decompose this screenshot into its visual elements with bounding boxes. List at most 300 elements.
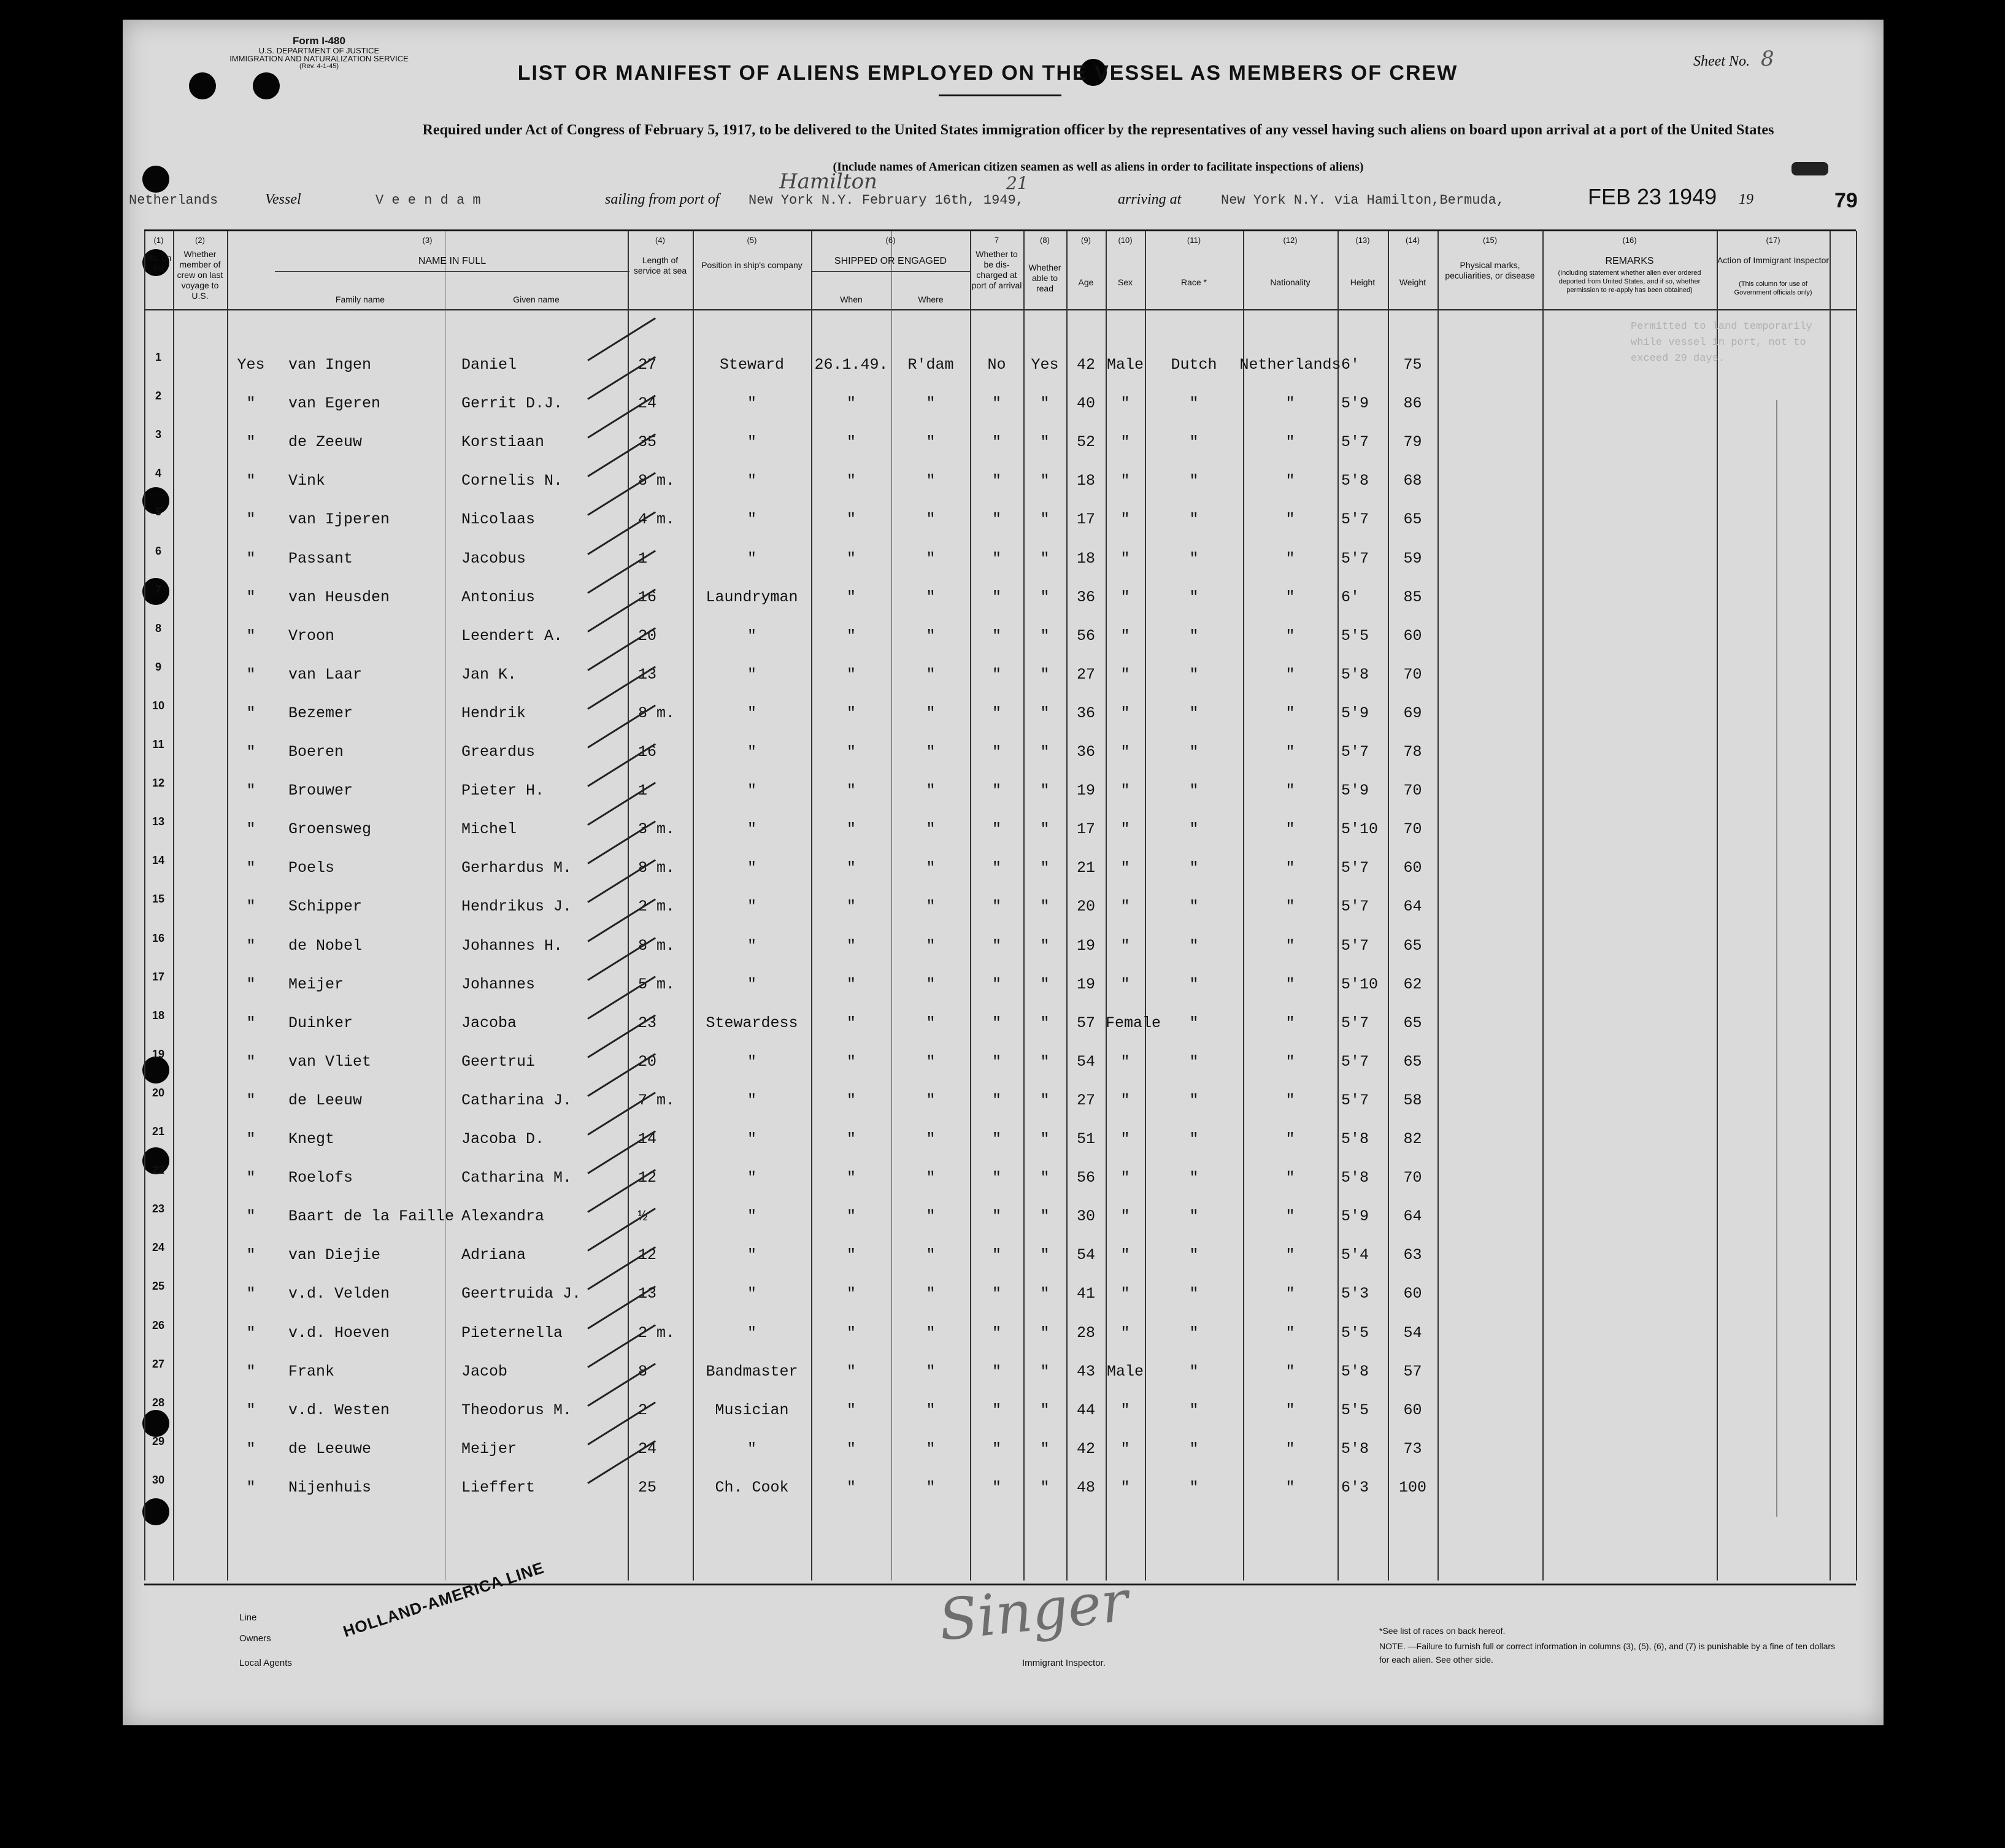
cell-last: Yes [237, 356, 265, 374]
cell-disch: " [991, 1401, 1001, 1419]
cell-weight: 75 [1403, 356, 1422, 374]
cell-read: " [1040, 1323, 1050, 1342]
cell-sex: " [1120, 665, 1130, 683]
cell-nat: " [1285, 1014, 1295, 1032]
cell-position: " [747, 1169, 756, 1187]
cell-position: " [747, 472, 756, 490]
cell-when: " [846, 704, 856, 722]
cell-disch: " [991, 510, 1001, 529]
cell-sex: " [1120, 975, 1130, 993]
remarks-note: Permitted to land temporarily while vessel in port, not to exceed 29 days. [1631, 321, 1812, 364]
inspector-signature: Singer [936, 1568, 1131, 1654]
cell-when: " [846, 433, 856, 452]
cell-nat: " [1285, 665, 1295, 683]
cell-service: 20 [638, 626, 657, 645]
cell-age: 54 [1076, 1246, 1095, 1265]
cell-family: Boeren [288, 743, 344, 761]
cell-read: " [1040, 588, 1050, 606]
cell-position: " [747, 510, 756, 529]
table-header-rule [144, 309, 1856, 310]
cell-service: 20 [638, 1052, 657, 1071]
cell-service: 5 m. [638, 975, 675, 993]
cell-sex: Male [1106, 356, 1144, 374]
cell-position: " [747, 1052, 756, 1071]
agents-label: Local Agents [239, 1658, 292, 1668]
cell-height: 5'9 [1341, 1207, 1369, 1226]
cell-read: " [1040, 782, 1050, 800]
column-number: (5) [747, 236, 757, 245]
column-number: (6) [885, 236, 896, 245]
cell-last: " [246, 1401, 256, 1419]
cell-disch: " [991, 1439, 1001, 1458]
cell-race: " [1189, 1285, 1199, 1303]
cell-position: " [747, 1207, 756, 1226]
column-header-c5: Position in ship's company [701, 260, 802, 270]
cell-service: 8 [638, 1362, 648, 1380]
cell-disch: " [991, 588, 1001, 606]
column-header-c15: Physical marks, peculiarities, or disease [1445, 260, 1535, 280]
cell-weight: 82 [1403, 1130, 1422, 1148]
cell-sex: " [1120, 1130, 1130, 1148]
cell-when: " [846, 1091, 856, 1109]
cell-given: Jan K. [461, 665, 517, 683]
row-number: 13 [152, 815, 165, 828]
column-number: (14) [1405, 236, 1420, 245]
cell-height: 5'7 [1341, 936, 1369, 955]
owners-label: Owners [239, 1633, 271, 1644]
cell-service: 13 [638, 1285, 657, 1303]
column-number: (4) [655, 236, 665, 245]
cell-age: 56 [1076, 1169, 1095, 1187]
cell-when: " [846, 1052, 856, 1071]
column-number: (11) [1187, 236, 1201, 245]
cell-nat: " [1285, 1478, 1295, 1496]
cell-position: " [747, 975, 756, 993]
row-number: 2 [155, 390, 161, 402]
cell-given: Gerhardus M. [461, 859, 572, 877]
cell-family: van Vliet [288, 1052, 372, 1071]
cell-height: 6'3 [1341, 1478, 1369, 1496]
column-header-c17: Action of Immigrant Inspector [1717, 255, 1830, 265]
cell-height: 5'8 [1341, 1169, 1369, 1187]
cell-read: " [1040, 1246, 1050, 1265]
manifest-sheet [123, 20, 1884, 1725]
cell-last: " [246, 820, 256, 839]
cell-where: " [926, 782, 936, 800]
cell-height: 6' [1341, 356, 1360, 374]
cell-position: " [747, 936, 756, 955]
column-number: (3) [422, 236, 433, 245]
cell-race: " [1189, 1052, 1199, 1071]
cell-service: 7 m. [638, 1091, 675, 1109]
cell-service: 4 m. [638, 510, 675, 529]
cell-weight: 60 [1403, 859, 1422, 877]
cell-read: " [1040, 975, 1050, 993]
vessel-stamp-icon [1791, 162, 1828, 175]
cell-nat: " [1285, 1130, 1295, 1148]
page-title: LIST OR MANIFEST OF ALIENS EMPLOYED ON THE VESSEL AS MEMBERS OF CREW [517, 61, 1458, 85]
cell-last: " [246, 433, 256, 452]
column-number: (8) [1040, 236, 1050, 245]
cell-read: " [1040, 704, 1050, 722]
column-number: (2) [195, 236, 205, 245]
cell-where: " [926, 1130, 936, 1148]
cell-position: " [747, 782, 756, 800]
row-number: 23 [152, 1203, 165, 1215]
arriving-info: New York N.Y. via Hamilton,Bermuda, [1221, 193, 1505, 208]
cell-read: " [1040, 1052, 1050, 1071]
cell-when: " [846, 936, 856, 955]
cell-last: " [246, 1362, 256, 1380]
cell-race: " [1189, 936, 1199, 955]
cell-race: " [1189, 1323, 1199, 1342]
cell-service: 14 [638, 1130, 657, 1148]
column-header-c4: Length of service at sea [633, 255, 687, 275]
cell-weight: 85 [1403, 588, 1422, 606]
cell-last: " [246, 549, 256, 568]
cell-where: " [926, 549, 936, 568]
cell-race: " [1189, 975, 1199, 993]
cell-family: Duinker [288, 1014, 353, 1032]
cell-nat: " [1285, 1169, 1295, 1187]
cell-given: Korstiaan [461, 433, 545, 452]
cell-age: 43 [1076, 1362, 1095, 1380]
cell-age: 42 [1076, 356, 1095, 374]
cell-sex: " [1120, 704, 1130, 722]
service-name: IMMIGRATION AND NATURALIZATION SERVICE [229, 54, 409, 64]
cell-when: " [846, 1362, 856, 1380]
cell-family: Poels [288, 859, 335, 877]
cell-when: " [846, 975, 856, 993]
cell-last: " [246, 859, 256, 877]
cell-sex: " [1120, 588, 1130, 606]
column-header-c9: Age [1078, 277, 1094, 287]
cell-where: " [926, 1169, 936, 1187]
cell-service: 27 [638, 356, 657, 374]
cell-disch: " [991, 1091, 1001, 1109]
cell-nat: " [1285, 859, 1295, 877]
cell-when: " [846, 782, 856, 800]
cell-last: " [246, 395, 256, 413]
column-number: (9) [1081, 236, 1091, 245]
cell-height: 5'8 [1341, 472, 1369, 490]
cell-height: 5'7 [1341, 510, 1369, 529]
cell-given: Jacoba D. [461, 1130, 545, 1148]
cell-nat: " [1285, 395, 1295, 413]
cell-weight: 65 [1403, 1014, 1422, 1032]
cell-sex: " [1120, 782, 1130, 800]
cell-disch: " [991, 1014, 1001, 1032]
row-number: 6 [155, 544, 161, 557]
column-header-c7: Whether to be dis-charged at port of arrival [971, 249, 1022, 290]
cell-position: Steward [719, 356, 785, 374]
cell-height: 5'7 [1341, 433, 1369, 452]
cell-when: " [846, 510, 856, 529]
cell-height: 5'7 [1341, 859, 1369, 877]
title-rule [939, 94, 1061, 96]
cell-where: " [926, 704, 936, 722]
cell-disch: " [991, 433, 1001, 452]
sailing-label: sailing from port of [605, 191, 720, 207]
column-number: (13) [1355, 236, 1370, 245]
cell-weight: 79 [1403, 433, 1422, 452]
cell-given: Johannes H. [461, 936, 563, 955]
cell-height: 5'9 [1341, 704, 1369, 722]
cell-weight: 86 [1403, 395, 1422, 413]
cell-sex: " [1120, 626, 1130, 645]
cell-weight: 78 [1403, 743, 1422, 761]
cell-nat: " [1285, 782, 1295, 800]
cell-race: " [1189, 782, 1199, 800]
cell-service: 3 m. [638, 820, 675, 839]
cell-when: " [846, 1169, 856, 1187]
cell-given: Gerrit D.J. [461, 395, 563, 413]
cell-given: Greardus [461, 743, 536, 761]
cell-height: 5'10 [1341, 975, 1379, 993]
cell-read: " [1040, 859, 1050, 877]
date-stamp: FEB 23 1949 [1588, 184, 1717, 209]
cell-family: Roelofs [288, 1169, 353, 1187]
cell-height: 5'9 [1341, 782, 1369, 800]
cell-disch: " [991, 820, 1001, 839]
cell-given: Geertrui [461, 1052, 536, 1071]
cell-sex: " [1120, 898, 1130, 916]
cell-age: 20 [1076, 898, 1095, 916]
cell-service: 8 m. [638, 936, 675, 955]
cell-age: 17 [1076, 820, 1095, 839]
cell-when: " [846, 626, 856, 645]
cell-where: " [926, 433, 936, 452]
cell-family: Vroon [288, 626, 335, 645]
cell-given: Alexandra [461, 1207, 545, 1226]
cell-race: " [1189, 859, 1199, 877]
row-number: 24 [152, 1241, 165, 1254]
cell-read: " [1040, 1207, 1050, 1226]
row-number: 9 [155, 660, 161, 673]
cell-service: 13 [638, 665, 657, 683]
cell-read: " [1040, 1130, 1050, 1148]
cell-service: 23 [638, 1014, 657, 1032]
cell-where: " [926, 510, 936, 529]
cell-disch: No [987, 356, 1006, 374]
cell-height: 5'10 [1341, 820, 1379, 839]
row-number: 21 [152, 1125, 165, 1138]
cell-age: 51 [1076, 1130, 1095, 1148]
agent-stamp: HOLLAND-AMERICA LINE [341, 1558, 547, 1641]
cell-disch: " [991, 898, 1001, 916]
cell-given: Lieffert [461, 1478, 536, 1496]
cell-service: 8 m. [638, 859, 675, 877]
cell-given: Catharina J. [461, 1091, 572, 1109]
cell-age: 57 [1076, 1014, 1095, 1032]
cell-position: " [747, 1439, 756, 1458]
row-number: 8 [155, 622, 161, 634]
column-header-c10: Sex [1117, 277, 1133, 287]
cell-weight: 70 [1403, 782, 1422, 800]
cell-race: " [1189, 472, 1199, 490]
cell-nat: Netherlands [1239, 356, 1341, 374]
cell-disch: " [991, 665, 1001, 683]
cell-weight: 64 [1403, 1207, 1422, 1226]
cell-last: " [246, 626, 256, 645]
cell-disch: " [991, 782, 1001, 800]
cell-read: " [1040, 1362, 1050, 1380]
voyage-line [129, 169, 1884, 218]
cell-height: 5'3 [1341, 1285, 1369, 1303]
cell-given: Daniel [461, 356, 517, 374]
cell-race: " [1189, 1014, 1199, 1032]
cell-service: 16 [638, 743, 657, 761]
column-header-c11: Race * [1180, 277, 1207, 287]
cell-sex: " [1120, 1439, 1130, 1458]
cell-service: 2 m. [638, 898, 675, 916]
row-number: 30 [152, 1473, 165, 1486]
cell-weight: 65 [1403, 510, 1422, 529]
column-header-c16sub: (Including statement whether alien ever ordered deported from United States, and if so, whether permission to re-apply has been obtained) [1558, 269, 1701, 294]
cell-height: 5'8 [1341, 1439, 1369, 1458]
cell-family: Vink [288, 472, 326, 490]
cell-last: " [246, 665, 256, 683]
cell-given: Michel [461, 820, 517, 839]
cell-given: Jacoba [461, 1014, 517, 1032]
column-number: (15) [1482, 236, 1498, 245]
cell-read: " [1040, 626, 1050, 645]
cell-disch: " [991, 743, 1001, 761]
cell-position: " [747, 859, 756, 877]
cell-when: " [846, 1130, 856, 1148]
cell-given: Adriana [461, 1246, 526, 1265]
cell-family: Frank [288, 1362, 335, 1380]
cell-sex: " [1120, 1246, 1130, 1265]
cell-weight: 70 [1403, 1169, 1422, 1187]
cell-read: " [1040, 665, 1050, 683]
cell-when: " [846, 665, 856, 683]
cell-race: " [1189, 898, 1199, 916]
cell-where: " [926, 1014, 936, 1032]
cell-where: " [926, 1285, 936, 1303]
cell-where: " [926, 665, 936, 683]
cell-race: " [1189, 510, 1199, 529]
column-header-c3a: Family name [335, 295, 385, 304]
cell-race: " [1189, 1130, 1199, 1148]
cell-last: " [246, 1246, 256, 1265]
cell-given: Theodorus M. [461, 1401, 572, 1419]
cell-read: " [1040, 898, 1050, 916]
cell-last: " [246, 1130, 256, 1148]
department: U.S. DEPARTMENT OF JUSTICE [258, 45, 380, 55]
cell-family: van Ijperen [288, 510, 390, 529]
cell-nat: " [1285, 975, 1295, 993]
cell-family: Baart de la Faille [288, 1207, 455, 1226]
revision: (Rev. 4-1-45) [299, 63, 339, 71]
cell-height: 5'7 [1341, 1052, 1369, 1071]
row-number: 15 [152, 893, 165, 906]
cell-age: 18 [1076, 472, 1095, 490]
cell-weight: 58 [1403, 1091, 1422, 1109]
cell-where: " [926, 588, 936, 606]
cell-nat: " [1285, 704, 1295, 722]
row-number: 11 [152, 738, 164, 750]
cell-weight: 64 [1403, 898, 1422, 916]
cell-disch: " [991, 975, 1001, 993]
statutory-text: Required under Act of Congress of February 5, 1917, to be delivered to the United States immigration officer by the representatives of any vessel having such aliens on board upon arrival at a port of the United States [422, 122, 1774, 138]
column-header-c17sub: (This column for use of Government officials only) [1734, 280, 1812, 296]
cell-read: " [1040, 395, 1050, 413]
cell-age: 42 [1076, 1439, 1095, 1458]
cell-where: " [926, 1052, 936, 1071]
cell-last: " [246, 782, 256, 800]
cell-race: " [1189, 1207, 1199, 1226]
cell-sex: " [1120, 1207, 1130, 1226]
cell-weight: 54 [1403, 1323, 1422, 1342]
cell-sex: Male [1106, 1362, 1144, 1380]
cell-where: " [926, 936, 936, 955]
cell-read: " [1040, 472, 1050, 490]
cell-weight: 60 [1403, 626, 1422, 645]
cell-disch: " [991, 1130, 1001, 1148]
cell-age: 48 [1076, 1478, 1095, 1496]
cell-nat: " [1285, 743, 1295, 761]
column-header-c12: Nationality [1270, 277, 1310, 287]
cell-race: " [1189, 1169, 1199, 1187]
cell-read: " [1040, 936, 1050, 955]
cell-given: Leendert A. [461, 626, 563, 645]
cell-age: 18 [1076, 549, 1095, 568]
cell-race: " [1189, 1091, 1199, 1109]
cell-age: 52 [1076, 433, 1095, 452]
cell-height: 5'7 [1341, 1014, 1369, 1032]
fine-note: NOTE. —Failure to furnish full or correct information in columns (3), (5), (6), and (7) is punishable by a fine of ten dollars for each alien. See other side. [1379, 1641, 1836, 1665]
punch-hole [189, 72, 216, 99]
cell-when: " [846, 549, 856, 568]
cell-sex: " [1120, 510, 1130, 529]
cell-weight: 65 [1403, 936, 1422, 955]
row-number: 3 [155, 428, 161, 441]
column-number: (17) [1766, 236, 1780, 245]
column-header-c6a: When [840, 295, 863, 304]
cell-family: Schipper [288, 898, 363, 916]
cell-nat: " [1285, 936, 1295, 955]
cell-when: " [846, 1323, 856, 1342]
cell-service: 12 [638, 1246, 657, 1265]
cell-where: " [926, 1401, 936, 1419]
row-number: 17 [152, 970, 165, 983]
name-subheader-rule [275, 271, 629, 272]
cell-given: Jacob [461, 1362, 508, 1380]
cell-where: " [926, 1207, 936, 1226]
row-number: 29 [152, 1434, 165, 1447]
cell-given: Meijer [461, 1439, 517, 1458]
cell-race: " [1189, 588, 1199, 606]
cell-race: " [1189, 433, 1199, 452]
cell-last: " [246, 1478, 256, 1496]
cell-sex: " [1120, 1285, 1130, 1303]
cell-read: " [1040, 1439, 1050, 1458]
column-number: (10) [1118, 236, 1133, 245]
cell-where: " [926, 1091, 936, 1109]
cell-disch: " [991, 1207, 1001, 1226]
cell-age: 19 [1076, 936, 1095, 955]
cell-read: " [1040, 1169, 1050, 1187]
cell-weight: 60 [1403, 1285, 1422, 1303]
cell-weight: 73 [1403, 1439, 1422, 1458]
cell-last: " [246, 1207, 256, 1226]
cell-age: 36 [1076, 743, 1095, 761]
cell-weight: 68 [1403, 472, 1422, 490]
cell-family: v.d. Velden [288, 1285, 390, 1303]
cell-height: 5'8 [1341, 1130, 1369, 1148]
cell-sex: " [1120, 549, 1130, 568]
